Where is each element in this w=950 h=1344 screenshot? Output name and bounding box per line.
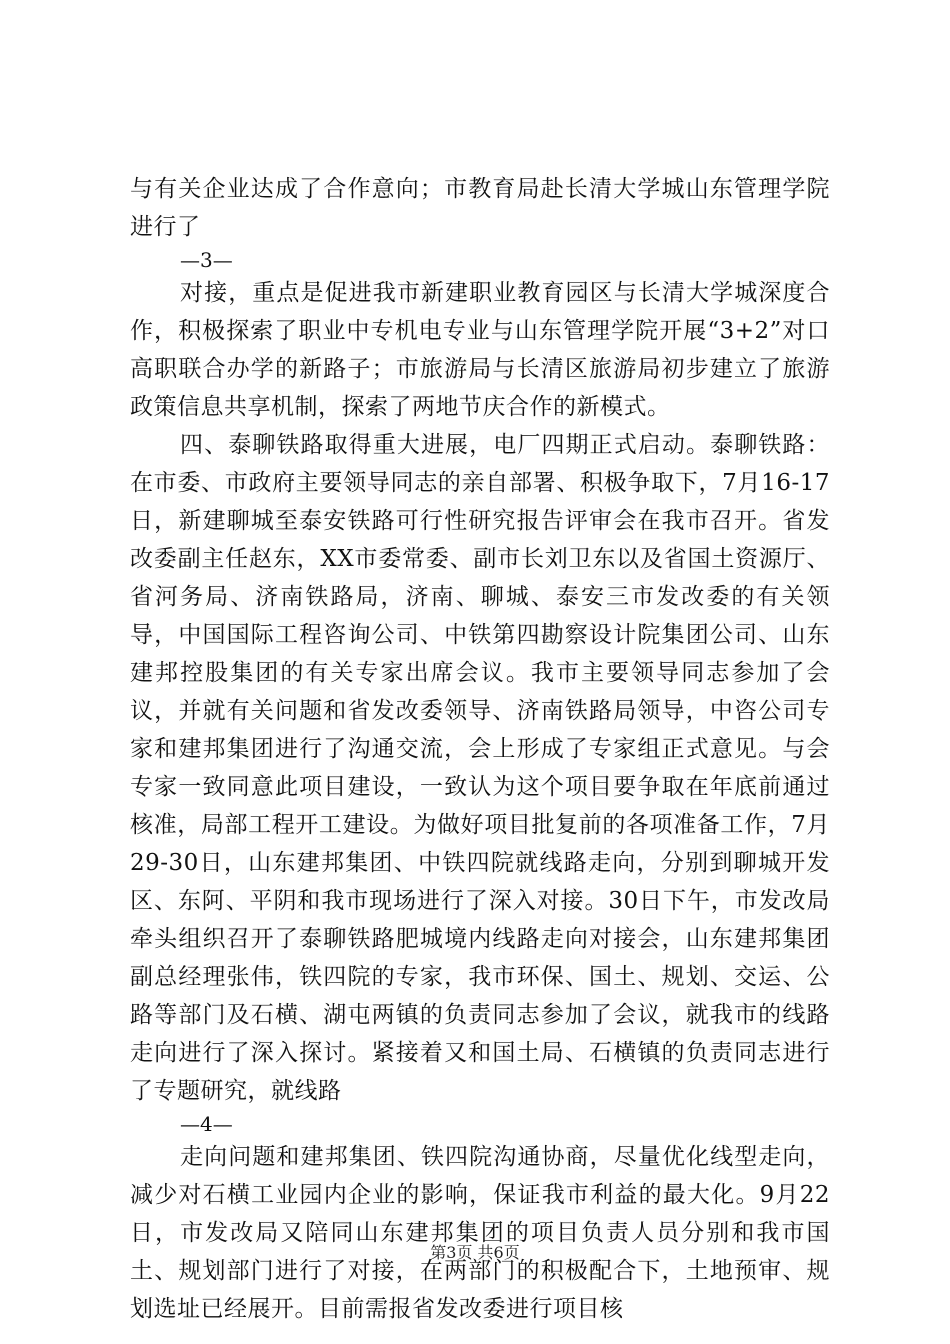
page-marker-4: —4— bbox=[180, 1112, 233, 1136]
paragraph-route: 走向问题和建邦集团、铁四院沟通协商，尽量优化线型走向，减少对石横工业园内企业的影响，保证我市利益的最大化。9月22日，市发改局又陪同山东建邦集团的项目负责人员分别和我市国土、规划部门进行了对接，在两部门的积极配合下，土地预审、规划选址已经展开。目前需报省发改委进行项目核 bbox=[130, 1144, 830, 1322]
page-footer: 第3页 共6页 bbox=[430, 1243, 520, 1262]
body-text bbox=[130, 170, 830, 1328]
page-marker-3: —3— bbox=[180, 248, 233, 272]
paragraph-cooperation: 对接，重点是促进我市新建职业教育园区与长清大学城深度合作，积极探索了职业中专机电专业与山东管理学院开展“3+2”对口高职联合办学的新路子；市旅游局与长清区旅游局初步建立了旅游政策信息共享机制，探索了两地节庆合作的新模式。 bbox=[130, 280, 830, 420]
paragraph-continuation: 与有关企业达成了合作意向；市教育局赴长清大学城山东管理学院进行了 bbox=[130, 176, 830, 240]
paragraph-railway: 四、泰聊铁路取得重大进展，电厂四期正式启动。泰聊铁路：在市委、市政府主要领导同志的亲自部署、积极争取下，7月16-17日，新建聊城至泰安铁路可行性研究报告评审会在我市召开。省发改委副主任赵东，XX市委常委、副市长刘卫东以及省国土资源厅、省河务局、济南铁路局，济南、聊城、泰安三市发改委的有关领导，中国国际工程咨询公司、中铁第四勘察设计院集团公司、山东建邦控股集团的有关专家出席会议。我市主要领导同志参加了会议，并就有关问题和省发改委领导、济南铁路局领导，中咨公司专家和建邦集团进行了沟通交流，会上形成了专家组正式意见。与会专家一致同意此项目建设，一致认为这个项目要争取在年底前通过核准，局部工程开工建设。为做好项目批复前的各项准备工作，7月29-30日，山东建邦集团、中铁四院就线路走向，分别到聊城开发区、东阿、平阴和我市现场进行了深入对接。30日下午，市发改局牵头组织召开了泰聊铁路肥城境内线路走向对接会，山东建邦集团副总经理张伟，铁四院的专家，我市环保、国土、规划、交运、公路等部门及石横、湖屯两镇的负责同志参加了会议，就我市的线路走向进行了深入探讨。紧接着又和国土局、石横镇的负责同志进行了专题研究，就线路 bbox=[130, 432, 830, 1104]
